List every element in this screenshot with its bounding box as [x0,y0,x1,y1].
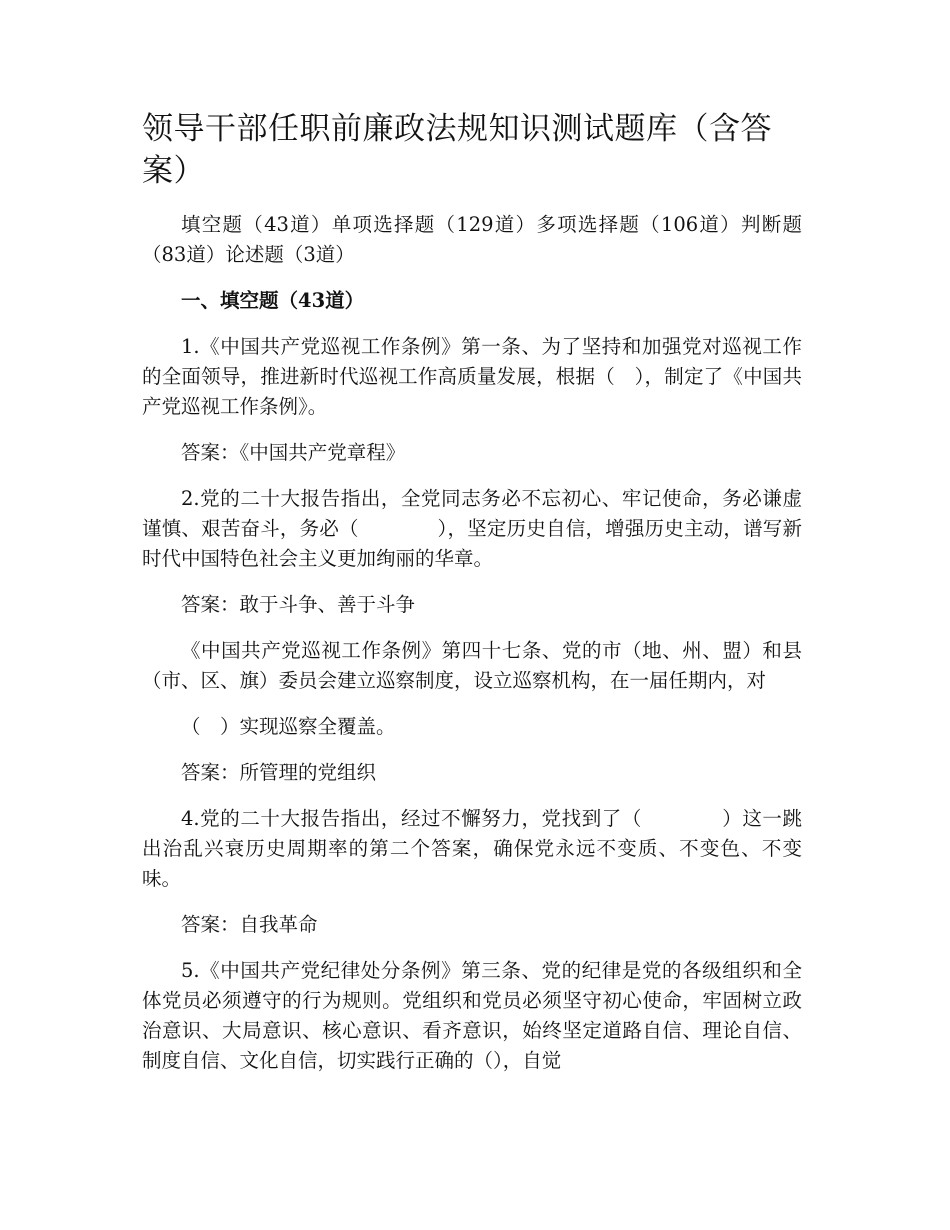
section-heading: 一、填空题（43道） [181,289,365,312]
question-4: 4.党的二十大报告指出，经过不懈努力，党找到了（ ）这一跳出治乱兴衰历史周期率的第二个答案，确保党永远不变质、不变色、不变味。 [142,807,802,890]
question-5: 5.《中国共产党纪律处分条例》第三条、党的纪律是党的各级组织和全体党员必须遵守的行为规则。党组织和党员必须坚守初心使命，牢固树立政治意识、大局意识、核心意识、看齐意识，始终坚定道路自信、理论自信、制度自信、文化自信，切实践行正确的（），自觉 [142,959,802,1072]
answer-2: 答案：敢于斗争、善于斗争 [181,593,416,616]
document-page [142,108,802,1092]
intro-summary: 填空题（43道）单项选择题（129道）多项选择题（106道）判断题（83道）论述题（3道） [142,213,802,266]
question-2: 2.党的二十大报告指出，全党同志务必不忘初心、牢记使命，务必谦虚谨慎、艰苦奋斗，务必（ ），坚定历史自信，增强历史主动，谱写新时代中国特色社会主义更加绚丽的华章。 [142,487,802,570]
answer-4: 答案：自我革命 [181,913,318,936]
answer-3: 答案：所管理的党组织 [181,761,377,784]
question-3-continuation: （ ）实现巡察全覆盖。 [181,715,396,738]
answer-1: 答案：《中国共产党章程》 [181,441,406,464]
question-1: 1.《中国共产党巡视工作条例》第一条、为了坚持和加强党对巡视工作的全面领导，推进新时代巡视工作高质量发展，根据（ ），制定了《中国共产党巡视工作条例》。 [142,335,802,418]
question-3: 《中国共产党巡视工作条例》第四十七条、党的市（地、州、盟）和县（市、区、旗）委员会建立巡察制度，设立巡察机构，在一届任期内，对 [142,639,802,692]
document-title: 领导干部任职前廉政法规知识测试题库（含答案） [142,111,772,189]
